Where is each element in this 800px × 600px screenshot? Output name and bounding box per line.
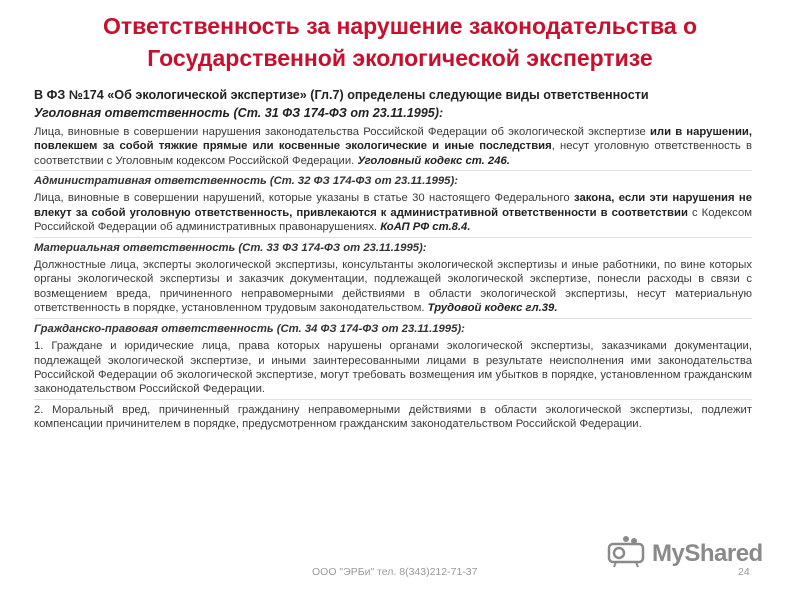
- divider: [34, 399, 752, 400]
- administrative-text-bold: закона, если эти нарушения не влекут за собой уголовную ответственность, привлекаются к административной ответственности в соответствии: [34, 192, 752, 219]
- criminal-text-bold: или в нарушении, повлекшем за собой тяжкие прямые или косвенные экологические и иные последствия: [34, 125, 753, 153]
- material-heading: Материальная ответственность (Ст. 33 ФЗ 174-ФЗ от 23.11.1995):: [34, 241, 427, 254]
- material-code-ref: Трудовой кодекс гл.39.: [427, 302, 558, 315]
- divider: [34, 318, 752, 319]
- criminal-text-2: , несут уголовную ответственность в соответствии с Уголовным кодексом Российской Федерации.: [34, 140, 752, 167]
- administrative-paragraph: [34, 191, 752, 234]
- administrative-text-2: с Кодексом Российской Федерации об административных правонарушениях.: [34, 206, 753, 234]
- material-text: Должностные лица, эксперты экологической экспертизы, консультанты экологической экспертизы и иные работники, по вине которых органы экологической экспертизы и заказчик документации, подлежащей экологической экспертизе, понесли расходы в связи с возмещением вреда, причиненного неправомерными действиями в области экологической экспертизы, несут материальную ответственность в порядке, установленном трудовым законодательством.: [34, 259, 752, 315]
- intro-text: В ФЗ №174 «Об экологической экспертизе» (Гл.7) определены следующие виды ответственности: [34, 88, 649, 102]
- civil-paragraph-1: 1. Граждане и юридические лица, права которых нарушены органами экологической экспертизы, заказчиками документации, подлежащей экологической экспертизе, и иными заинтересованными лицами в результате неисполнения ими законодательства Российской Федерации об экологической экспертизе, могут требовать возмещения им убытков в порядке, установленном гражданским законодательством Российской Федерации.: [34, 340, 752, 396]
- material-paragraph: [34, 258, 752, 316]
- administrative-heading: Административная ответственность (Ст. 32 ФЗ 174-ФЗ от 23.11.1995):: [34, 175, 458, 188]
- slide-title: Ответственность за нарушение законодательства о Государственной экологической экспертизе: [102, 13, 698, 71]
- footer-company: ООО "ЭРБи" тел. 8(343)212-71-37: [312, 566, 478, 578]
- divider: [34, 237, 752, 238]
- divider: [34, 170, 752, 171]
- civil-heading: Гражданско-правовая ответственность (Ст. 34 ФЗ 174-ФЗ от 23.11.1995):: [34, 322, 465, 335]
- criminal-paragraph: [34, 125, 752, 168]
- civil-paragraph-2: 2. Моральный вред, причиненный гражданину неправомерными действиями в области экологической экспертизы, подлежит компенсации причинителем в порядке, предусмотренном гражданским законодательством Российской Федерации.: [34, 403, 752, 431]
- administrative-text-1: Лица, виновные в совершении нарушений, которые указаны в статье 30 настоящего Федерального: [34, 192, 574, 205]
- page-number: 24: [738, 566, 750, 578]
- projector-icon: [606, 534, 646, 573]
- administrative-code-ref: КоАП РФ ст.8.4.: [380, 221, 471, 234]
- logo-text: MyShared: [652, 539, 763, 567]
- criminal-text-1: Лица, виновные в совершении нарушения законодательства Российской Федерации об экологической экспертизе: [34, 125, 650, 138]
- slide-content: [34, 88, 752, 434]
- criminal-heading: Уголовная ответственность (Ст. 31 ФЗ 174-ФЗ от 23.11.1995):: [34, 106, 444, 121]
- criminal-code-ref: Уголовный кодекс ст. 246.: [357, 154, 510, 167]
